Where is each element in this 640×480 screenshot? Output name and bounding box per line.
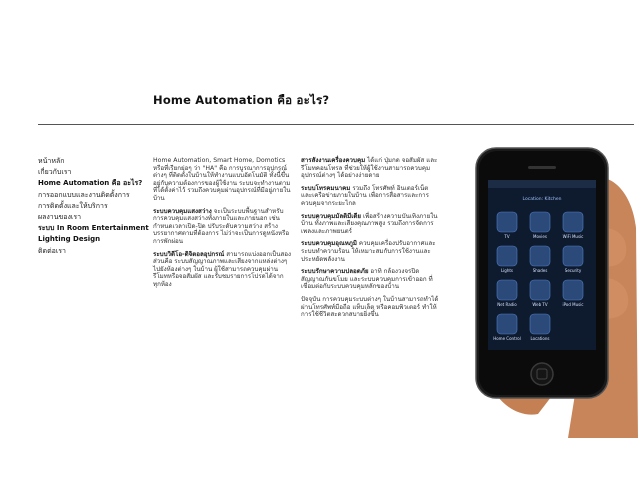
home-button	[531, 363, 553, 385]
app-icon[interactable]	[563, 212, 583, 232]
left-nav	[38, 157, 148, 258]
phone-in-hand-image	[448, 138, 638, 438]
app-icon[interactable]	[530, 280, 550, 300]
app-icon[interactable]	[497, 246, 517, 266]
app-label: WiFi Music	[562, 234, 584, 239]
app-label: iPod Music	[562, 302, 584, 307]
nav-item-installation[interactable]: การติดตั้งและให้บริการ	[38, 201, 108, 210]
app-icon[interactable]	[530, 212, 550, 232]
paragraph: ปัจจุบัน การควบคุมระบบต่างๆ ในบ้านสามารถทำได้ผ่านโทรศัพท์มือถือ แท็บเล็ต หรือคอมพิวเตอร์ ทำให้การใช้ชีวิตสะดวกสบายยิ่งขึ้น	[301, 295, 439, 319]
nav-item-in-room-entertainment[interactable]: ระบบ In Room Entertainment	[38, 224, 149, 233]
nav-item-about[interactable]: เกี่ยวกับเรา	[38, 168, 72, 177]
app-label: Movies	[533, 234, 547, 239]
nav-item-lighting-design[interactable]: Lighting Design	[38, 235, 101, 244]
app-icon[interactable]	[563, 246, 583, 266]
paragraph: ระบบโทรคมนาคม รวมถึง โทรศัพท์ อินเตอร์เน็ต และเครือข่ายภายในบ้าน เพื่อการสื่อสารและการควบคุมจากระยะไกล	[301, 184, 429, 207]
app-label: TV	[504, 234, 510, 239]
phone-illustration	[448, 138, 638, 438]
nav-item-contact[interactable]: ติดต่อเรา	[38, 246, 66, 255]
paragraph: ระบบรักษาความปลอดภัย อาทิ กล้องวงจรปิด สัญญาณกันขโมย และระบบควบคุมการเข้าออก ที่เชื่อมต่อกับระบบควบคุมหลักของบ้าน	[301, 268, 433, 291]
paragraph: ระบบควบคุมแสงสว่าง จะเป็นระบบพื้นฐานสำหรับการควบคุมแสงสว่างทั้งภายในและภายนอก เช่น กำหนดเวลาเปิด-ปิด ปรับระดับความสว่าง สร้างบรรยากาศตามที่ต้องการ ไม่ว่าจะเป็นการดูหนังหรือการพักผ่อน	[153, 207, 290, 245]
phone-screen-title: Location: Kitchen	[522, 197, 562, 202]
header-divider	[38, 124, 634, 125]
app-icon[interactable]	[530, 314, 550, 334]
phone-speaker	[528, 166, 556, 169]
paragraph: ระบบควบคุมอุณหภูมิ ควบคุมเครื่องปรับอากาศและระบบทำความร้อน ให้เหมาะสมกับการใช้งานและประหยัดพลังงาน	[301, 240, 436, 263]
paragraph: Home Automation, Smart Home, Domotics หรือที่เรียกย่อๆ ว่า "HA" คือ การบูรณาการอุปกรณ์ต่างๆ ที่ติดตั้งในบ้านให้ทำงานแบบอัตโนมัติ ทั้งนี้ขึ้นอยู่กับความต้องการของผู้ใช้งาน ระบบจะทำงานตามที่ได้ตั้งค่าไว้ รวมถึงควบคุมผ่านอุปกรณ์ที่มีอยู่ภายในบ้าน	[153, 157, 291, 202]
paragraph: ระบบควบคุมมัลติมีเดีย เพื่อสร้างความบันเทิงภายในบ้าน ทั้งภาพและเสียงคุณภาพสูง รวมถึงการจัดการเพลงและภาพยนตร์	[301, 212, 438, 235]
app-label: Shades	[532, 268, 548, 273]
app-icon[interactable]	[563, 280, 583, 300]
content-column-2	[301, 157, 439, 324]
app-label: Net Radio	[497, 302, 517, 307]
nav-item-portfolio[interactable]: ผลงานของเรา	[38, 212, 82, 221]
nav-item-design[interactable]: การออกแบบและงานติดตั้งการ	[38, 190, 130, 199]
app-label: Home Control	[493, 336, 521, 341]
app-label: Web TV	[532, 302, 548, 307]
paragraph: ระบบวิดีโอ-ดิจิตอลอุปกรณ์ สามารถแบ่งออกเป็นสองส่วนคือ ระบบสัญญาณภาพและเสียงจากแหล่งต่างๆ ไปยังห้องต่างๆ ในบ้าน ผู้ใช้สามารถควบคุมผ่านรีโมทหรือจอสัมผัส และรับชมรายการโปรดได้จากทุกห้อง	[153, 250, 291, 288]
app-icon[interactable]	[497, 314, 517, 334]
app-label: Security	[564, 268, 582, 273]
content-column-1	[153, 157, 291, 294]
nav-item-home[interactable]: หน้าหลัก	[38, 157, 65, 165]
app-label: Locations	[530, 336, 550, 341]
app-icon[interactable]	[497, 280, 517, 300]
app-icon[interactable]	[530, 246, 550, 266]
nav-item-what-is-home-automation[interactable]: Home Automation คือ อะไร?	[38, 179, 143, 188]
app-icon[interactable]	[497, 212, 517, 232]
page-title: Home Automation คือ อะไร?	[153, 93, 330, 107]
app-label: Lights	[500, 268, 514, 273]
paragraph: สารสังงานเครื่องควบคุม ได้แก่ ปุ่มกด จอสัมผัส และรีโมทคอนโทรล ที่ช่วยให้ผู้ใช้งานสามารถควบคุมอุปกรณ์ต่างๆ ได้อย่างง่ายดาย	[301, 157, 438, 180]
